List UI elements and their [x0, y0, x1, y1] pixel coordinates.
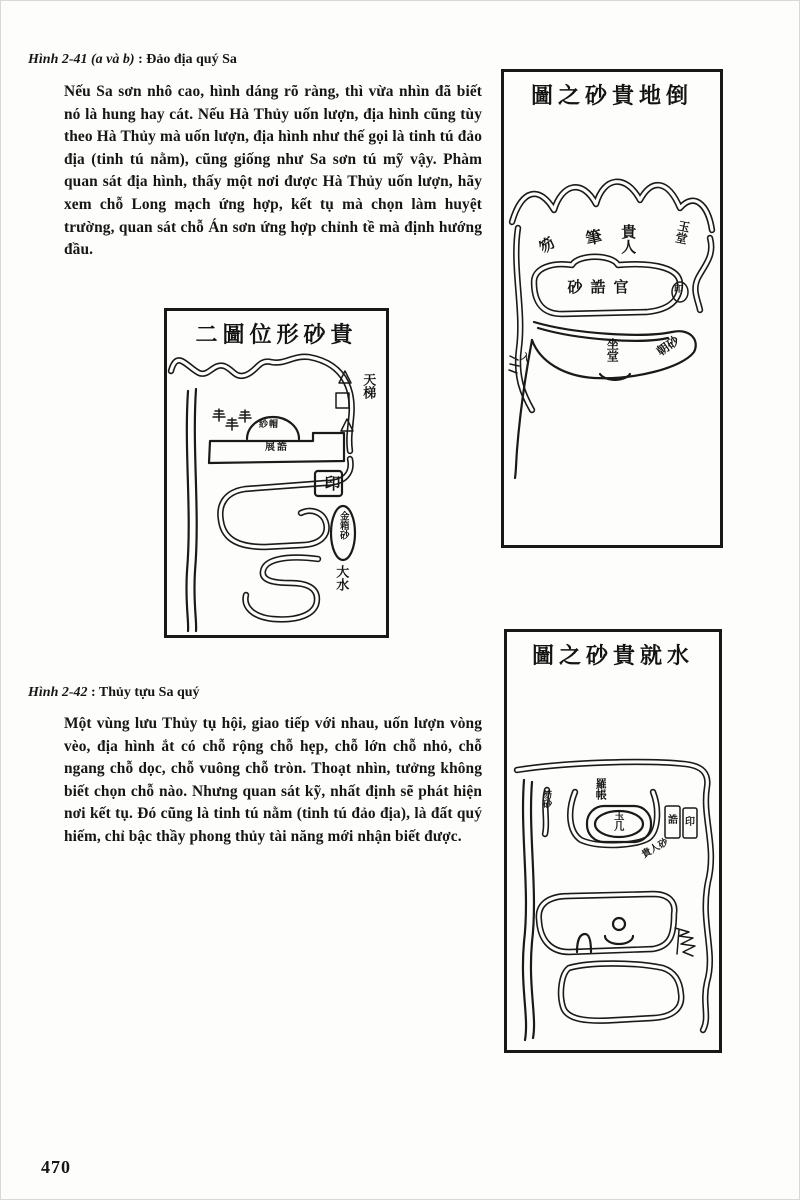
paragraph-2-42: Một vùng lưu Thủy tụ hội, giao tiếp với nhau, uốn lượn vòng vèo, địa hình ắt có chỗ rộng chỗ hẹp, chỗ lớn chỗ nhỏ, chỗ ngang chỗ dọc, chỗ vuông chỗ tròn. Thoạt nhìn, tưởng không biết chọn chỗ nào. Nhưng quan sát kỹ, nhất định sẽ phát hiện nơi kết tụ. Đó cũng là tinh tú nằm (tinh tú đảo địa), là đất quý hiếm, chỉ bậc thầy phong thủy tài năng mới nhận biết được. — [64, 715, 482, 845]
paragraph-2-41: Nếu Sa sơn nhô cao, hình dáng rõ ràng, thì vừa nhìn đã biết nó là hung hay cát. Nếu Hà Thủy uốn lượn, địa hình cũng tùy theo Hà Thủy mà uốn lượn, địa hình như thế gọi là tinh tú đảo địa (tinh tú nằm), cũng giống như Sa sơn tú mỹ vậy. Phàm quan sát địa hình, thấy một nơi được Hà Thủy uốn lượn, hãy xem chỗ Long mạch ứng hợp, kết tụ mà chọn làm huyệt trường, quan sát chỗ Án sơn ứng hợp chỉnh tề mà định hướng đầu. — [64, 83, 482, 259]
label-seal: 印 — [324, 474, 341, 493]
label-writing-brush: 筆 — [584, 226, 604, 249]
inverted-land-title: 圖之砂貴地倒 — [530, 84, 693, 109]
label-facing-sand: 朝砂 — [654, 333, 682, 359]
label-entry: 入 — [518, 351, 532, 366]
figure-caption-2-42 — [28, 685, 200, 701]
label-edict: 展誥 — [265, 442, 289, 453]
label-silk-canopy: 羅帳 — [594, 778, 608, 800]
label-jade-hall: 玉堂 — [672, 218, 692, 246]
caption-2-41-title: : Đảo địa quý Sa — [134, 52, 237, 67]
water-sand-drawing — [507, 632, 718, 1049]
label-seal: 印 — [674, 285, 684, 295]
water-sand-title: 圖之砂貴就水 — [531, 644, 694, 669]
mound-circle — [613, 918, 625, 930]
square-marker — [336, 393, 349, 408]
figure-caption-2-41 — [28, 52, 237, 68]
figure-inverted-land-diagram — [501, 69, 723, 548]
label-big-water: 大水 — [333, 565, 349, 591]
label-hu-sand: 笏砂 — [541, 790, 552, 808]
label-jade-table: 玉几 — [612, 810, 625, 831]
tree-icons — [213, 409, 251, 430]
label-edict: 誥 — [668, 815, 678, 826]
label-sitting-hall: 坐堂 — [605, 338, 620, 362]
position-diagram-title: 二圖位形砂貴 — [195, 323, 358, 348]
caption-2-42-number: Hình 2-42 — [28, 685, 88, 700]
figure-water-sand-diagram — [504, 629, 722, 1053]
caption-2-41-number: Hình 2-41 (a và b) — [28, 52, 135, 67]
label-treasure-chest: 金箱砂 — [337, 511, 349, 540]
caption-2-42-title: : Thủy tựu Sa quý — [87, 685, 200, 700]
position-diagram-drawing — [167, 311, 385, 634]
label-heaven-ladder: 天梯 — [360, 373, 376, 399]
label-noble-person: 貴人 — [619, 224, 638, 254]
inverted-land-drawing — [504, 72, 719, 544]
label-official-edict-sand: 砂誥官 — [567, 278, 637, 296]
label-hu-tablet: 笏 — [535, 233, 559, 257]
page-number: 470 — [41, 1157, 71, 1177]
figure-position-diagram — [164, 308, 389, 638]
label-seal: 印 — [685, 817, 695, 828]
label-gauze-hat: 紗帽 — [259, 420, 280, 430]
label-noble-sand: 貴人砂 — [639, 836, 671, 861]
grove-scribble — [675, 928, 695, 956]
